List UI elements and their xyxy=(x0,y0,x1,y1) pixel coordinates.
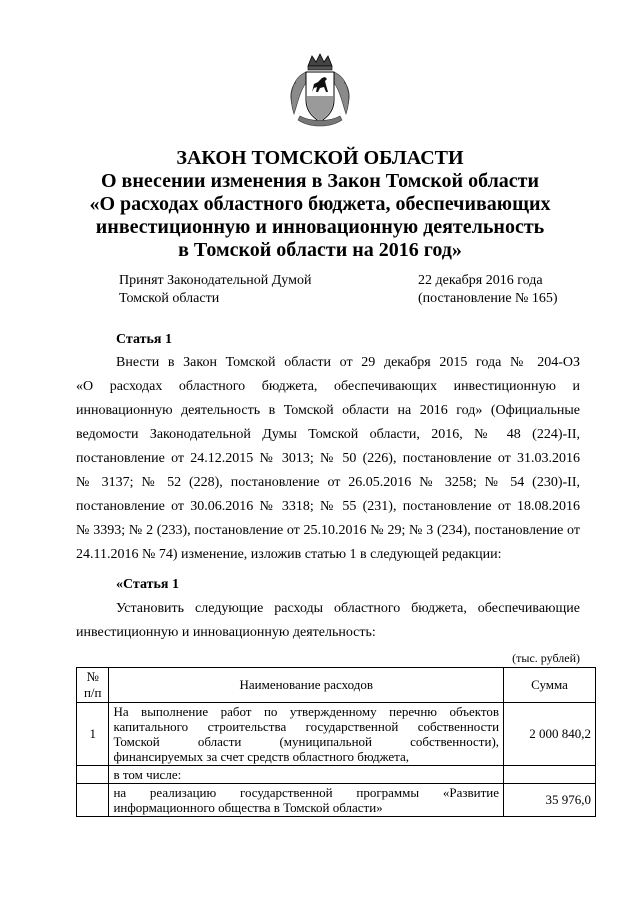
column-header-number-line1: № xyxy=(86,669,99,684)
paragraph-line: постановление от 24.12.2015 № 3013; № 50 (226), постановление от 31.03.2016 xyxy=(76,451,580,466)
row-name-line: Томской области (муниципальной собственности), xyxy=(113,734,500,749)
row-sum: 35 976,0 xyxy=(504,784,596,817)
title-line: в Томской области на 2016 год» xyxy=(178,239,462,261)
article-heading: Статья 1 xyxy=(116,332,172,347)
row-name-line: информационного общества в Томской области» xyxy=(113,800,383,815)
row-number xyxy=(77,784,109,817)
adopted-by-line: Принят Законодательной Думой xyxy=(119,273,312,288)
table-row xyxy=(77,703,596,766)
adoption-date-block xyxy=(418,272,558,308)
row-name-line: финансируемых за счет средств областного бюджета, xyxy=(113,749,410,764)
table-row xyxy=(77,766,596,784)
column-header-name: Наименование расходов xyxy=(109,668,504,703)
paragraph-line: Внести в Закон Томской области от 29 декабря 2015 года № 204-ОЗ xyxy=(116,355,580,370)
row-name-line: На выполнение работ по утвержденному перечню объектов xyxy=(113,704,500,719)
row-sum: 2 000 840,2 xyxy=(504,703,596,766)
adoption-date: 22 декабря 2016 года xyxy=(418,273,543,288)
row-name: в том числе: xyxy=(109,766,504,784)
column-header-number xyxy=(77,668,109,703)
column-header-number-line2: п/п xyxy=(83,685,102,700)
row-sum xyxy=(504,766,596,784)
paragraph-line: инвестиционную и инновационную деятельность: xyxy=(76,625,376,640)
paragraph-line: постановление от 30.06.2016 № 3318; № 55 (231), постановление от 18.08.2016 xyxy=(76,499,580,514)
paragraph-line: 24.11.2016 № 74) изменение, изложив статью 1 в следующей редакции: xyxy=(76,547,502,562)
paragraph-line: «О расходах областного бюджета, обеспечивающих инвестиционную и xyxy=(76,379,580,394)
row-number xyxy=(77,766,109,784)
row-name xyxy=(109,703,504,766)
tomsk-oblast-coat-of-arms-icon xyxy=(286,52,354,130)
row-name-line: на реализацию государственной программы «Развитие xyxy=(113,785,500,800)
row-name-line: капитального строительства государственной собственности xyxy=(113,719,500,734)
law-title xyxy=(60,147,580,262)
paragraph-line: № 3393; № 2 (233), постановление от 25.10.2016 № 29; № 3 (234), постановление от xyxy=(76,523,580,538)
title-line: инвестиционную и инновационную деятельность xyxy=(95,216,545,238)
title-line: ЗАКОН ТОМСКОЙ ОБЛАСТИ xyxy=(176,147,464,169)
units-label: (тыс. рублей) xyxy=(512,651,580,665)
paragraph-line: ведомости Законодательной Думы Томской области, 2016, № 48 (224)-II, xyxy=(76,427,580,442)
paragraph-line: Установить следующие расходы областного бюджета, обеспечивающие xyxy=(116,601,580,616)
column-header-sum: Сумма xyxy=(504,668,596,703)
table-header-row xyxy=(77,668,596,703)
title-line: «О расходах областного бюджета, обеспечивающих xyxy=(89,193,551,215)
row-name xyxy=(109,784,504,817)
adopted-by-line: Томской области xyxy=(119,291,220,306)
row-number: 1 xyxy=(77,703,109,766)
resolution-number: (постановление № 165) xyxy=(418,291,558,306)
quoted-article-heading: «Статья 1 xyxy=(116,577,179,592)
paragraph-line: инновационную деятельность в Томской области на 2016 год» (Официальные xyxy=(76,403,580,418)
quoted-article-body xyxy=(76,597,580,645)
expenses-table xyxy=(76,667,596,817)
table-row xyxy=(77,784,596,817)
article1-body xyxy=(76,351,580,567)
adopted-by-block xyxy=(119,272,311,308)
title-line: О внесении изменения в Закон Томской области xyxy=(100,170,540,192)
paragraph-line: № 3137; № 52 (228), постановление от 26.05.2016 № 3258; № 54 (230)-II, xyxy=(76,475,580,490)
